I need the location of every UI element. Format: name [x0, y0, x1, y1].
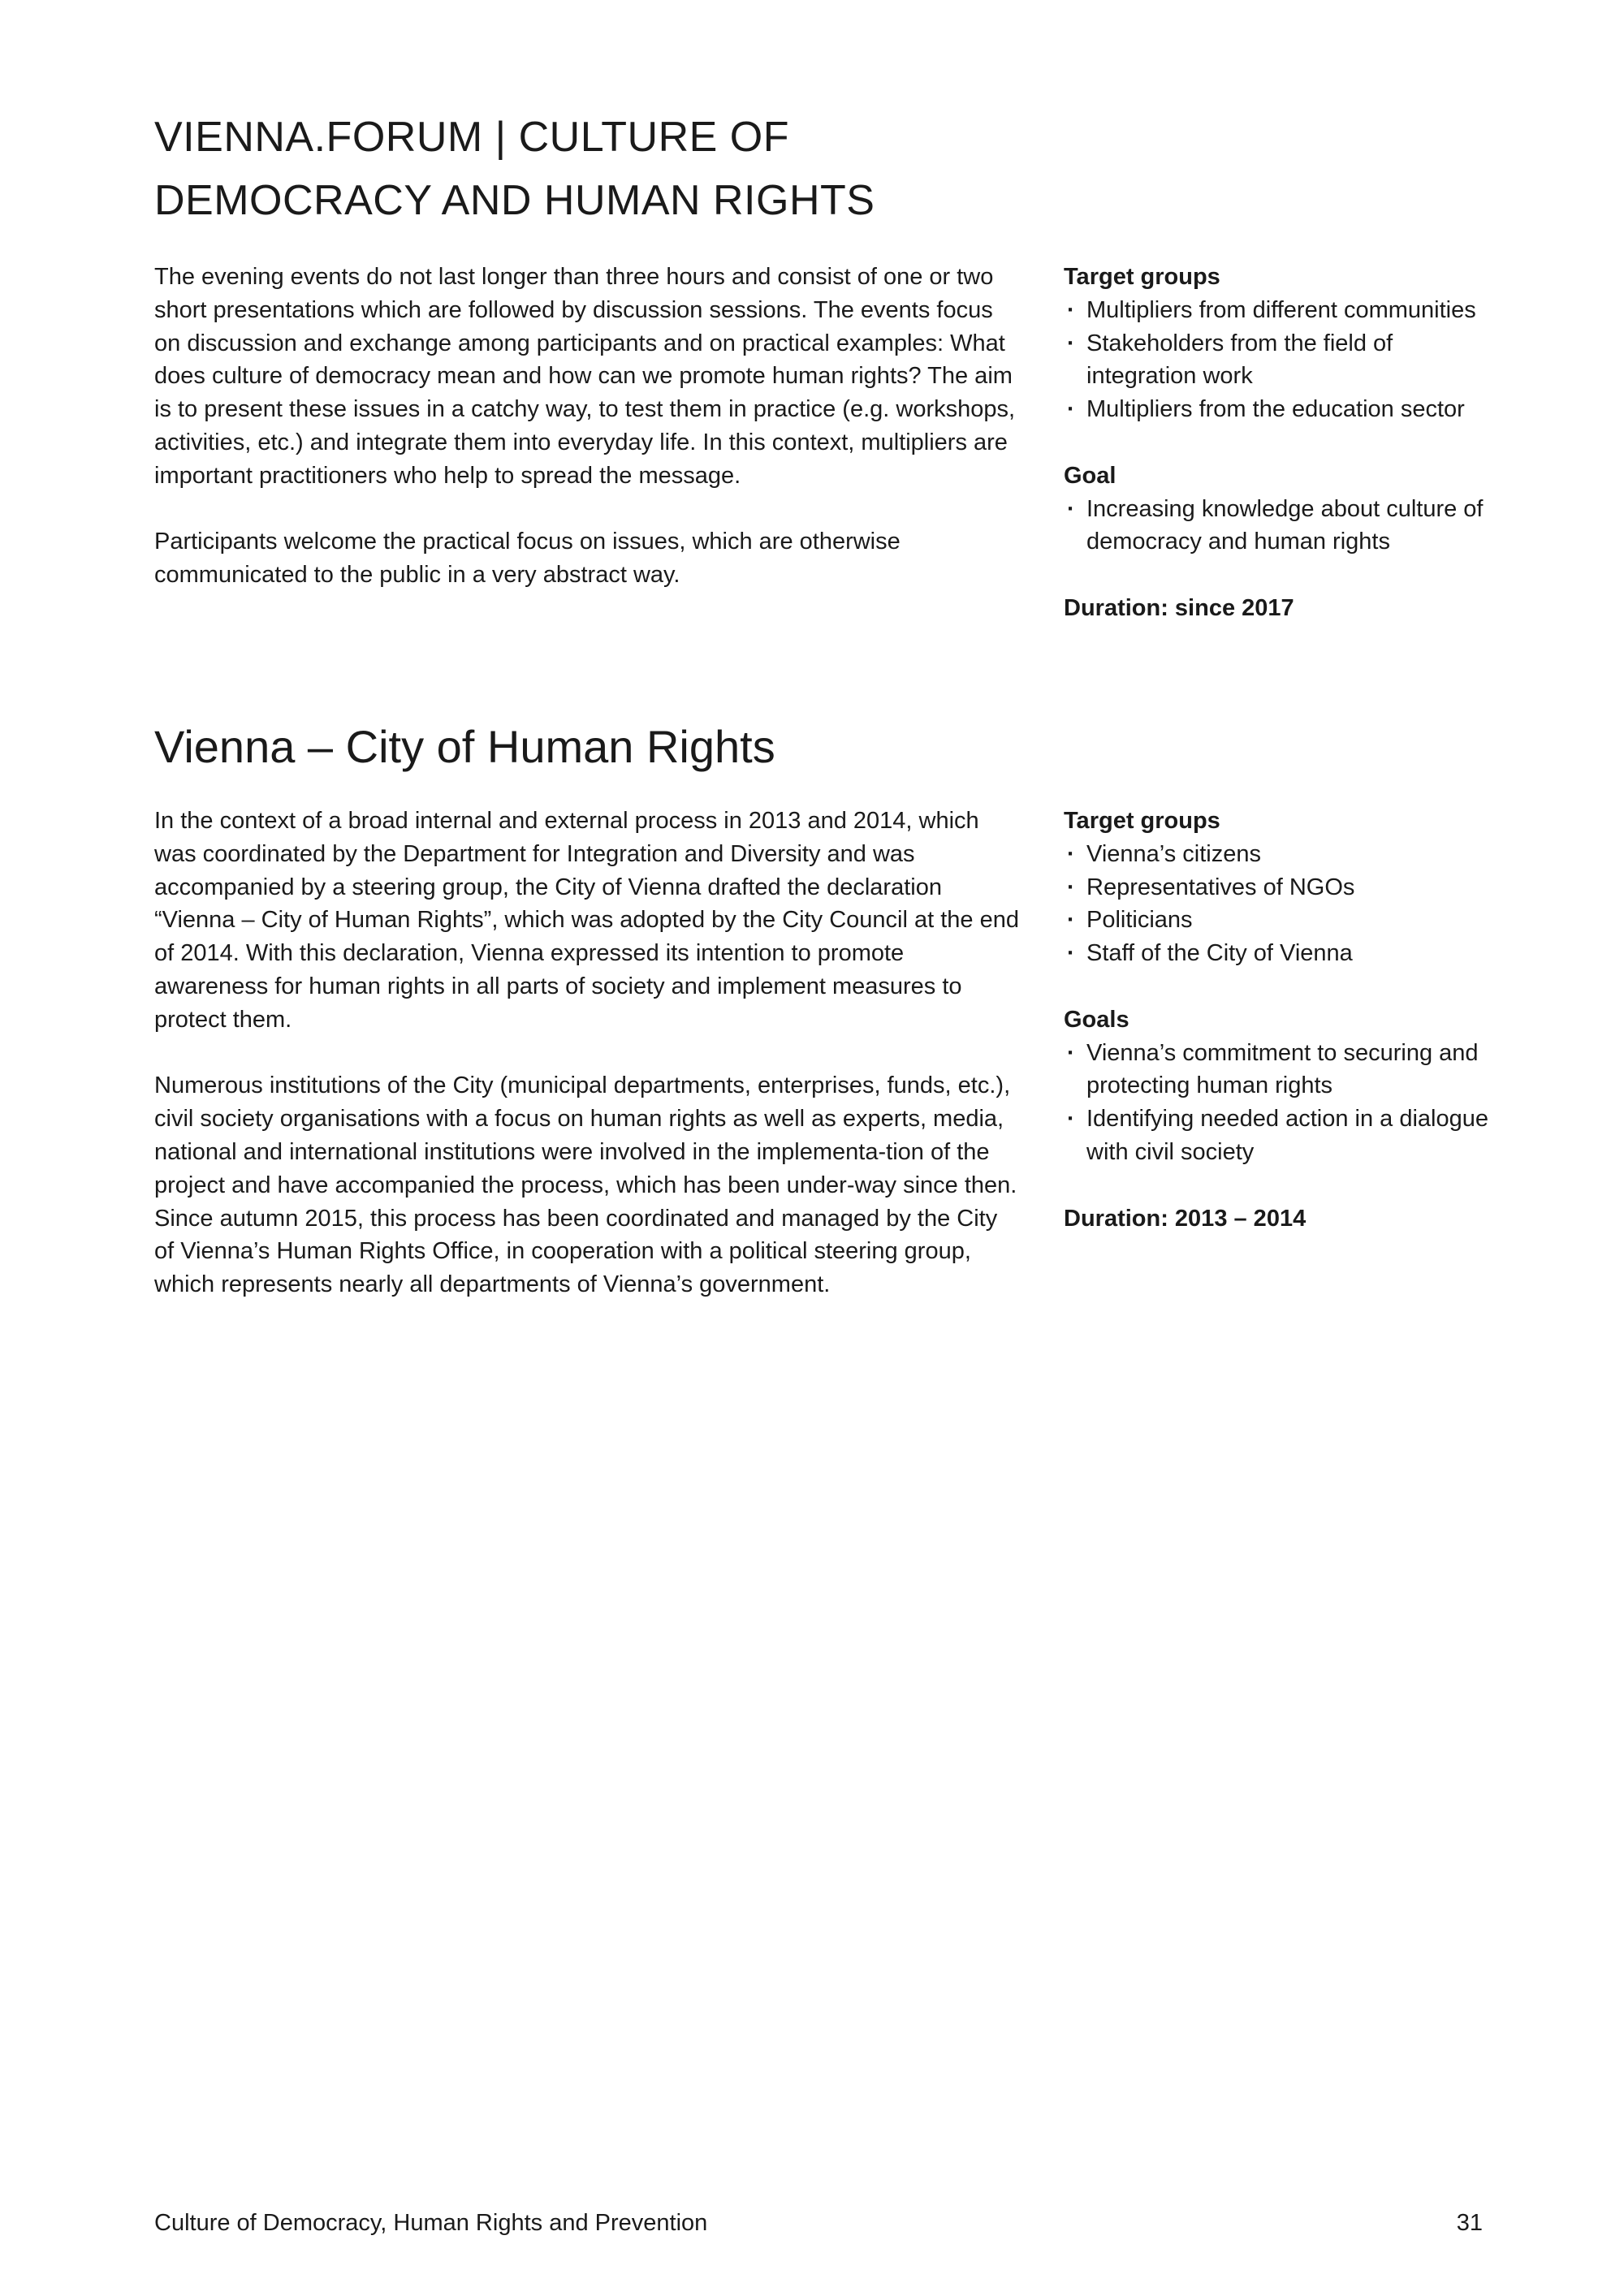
page-number: 31 [1456, 2210, 1483, 2236]
goals-list [1064, 1037, 1502, 1169]
list-item: · Representatives of NGOs [1064, 871, 1502, 904]
list-item: · Staff of the City of Vienna [1064, 937, 1502, 970]
target-groups-list [1064, 294, 1502, 426]
goal-label: Goal [1064, 462, 1116, 489]
section-heading-city-of-human-rights: Vienna – City of Human Rights [154, 721, 775, 772]
section-body-vienna-forum [154, 261, 1023, 592]
section-heading-vienna-forum: VIENNA.FORUM | CULTURE OF DEMOCRACY AND HUMAN RIGHTS [154, 114, 875, 224]
sidebar-vienna-forum [1064, 261, 1502, 625]
target-groups-label: Target groups [1064, 808, 1220, 834]
goals-label: Goals [1064, 1006, 1129, 1033]
duration-label: Duration: 2013 – 2014 [1064, 1205, 1307, 1232]
list-item: · Politicians [1064, 904, 1502, 937]
sidebar-city-of-human-rights [1064, 805, 1502, 1235]
target-groups-list [1064, 838, 1502, 970]
list-item: · Identifying needed action in a dialogue with civil society [1064, 1103, 1502, 1169]
list-item: · Vienna’s commitment to securing and protecting human rights [1064, 1037, 1502, 1103]
list-item: · Multipliers from different communities [1064, 294, 1502, 327]
body-paragraph: Participants welcome the practical focus on issues, which are otherwise communicated to the public in a very abstract way. [154, 529, 901, 589]
list-item: · Stakeholders from the field of integration work [1064, 327, 1502, 394]
list-item: · Increasing knowledge about culture of democracy and human rights [1064, 493, 1502, 559]
body-paragraph: In the context of a broad internal and external process in 2013 and 2014, which was coordinated by the Department for Integration and Diversity and was accompanied by a steering group, the City of Vienna drafted the declaration “Vienna – City of Human Rights”, which was adopted by the City Council at the end of 2014. With this declaration, Vienna expressed its intention to promote awareness for human rights in all parts of society and implement measures to protect them. [154, 808, 1019, 1033]
section-body-city-of-human-rights [154, 805, 1023, 1301]
list-item: · Multipliers from the education sector [1064, 393, 1502, 426]
duration-label: Duration: since 2017 [1064, 594, 1294, 621]
target-groups-label: Target groups [1064, 264, 1220, 290]
list-item: · Vienna’s citizens [1064, 838, 1502, 871]
footer-title: Culture of Democracy, Human Rights and Prevention [154, 2210, 708, 2236]
goal-list [1064, 493, 1502, 559]
body-paragraph: The evening events do not last longer than three hours and consist of one or two short presentations which are followed by discussion sessions. The events focus on discussion and exchange among participants and on practical examples: What does culture of democracy mean and how can we promote human rights? The aim is to present these issues in a catchy way, to test them in practice (e.g. workshops, activities, etc.) and integrate them into everyday life. In this context, multipliers are important practitioners who help to spread the message. [154, 264, 1016, 489]
body-paragraph: Numerous institutions of the City (municipal departments, enterprises, funds, etc.), civil society organisations with a focus on human rights as well as experts, media, national and international institutions were involved in the implementa-tion of the project and have accompanied the process, which has been under-way since then. Since autumn 2015, this process has been coordinated and managed by the City of Vienna’s Human Rights Office, in cooperation with a political steering group, which represents nearly all departments of Vienna’s government. [154, 1072, 1017, 1298]
